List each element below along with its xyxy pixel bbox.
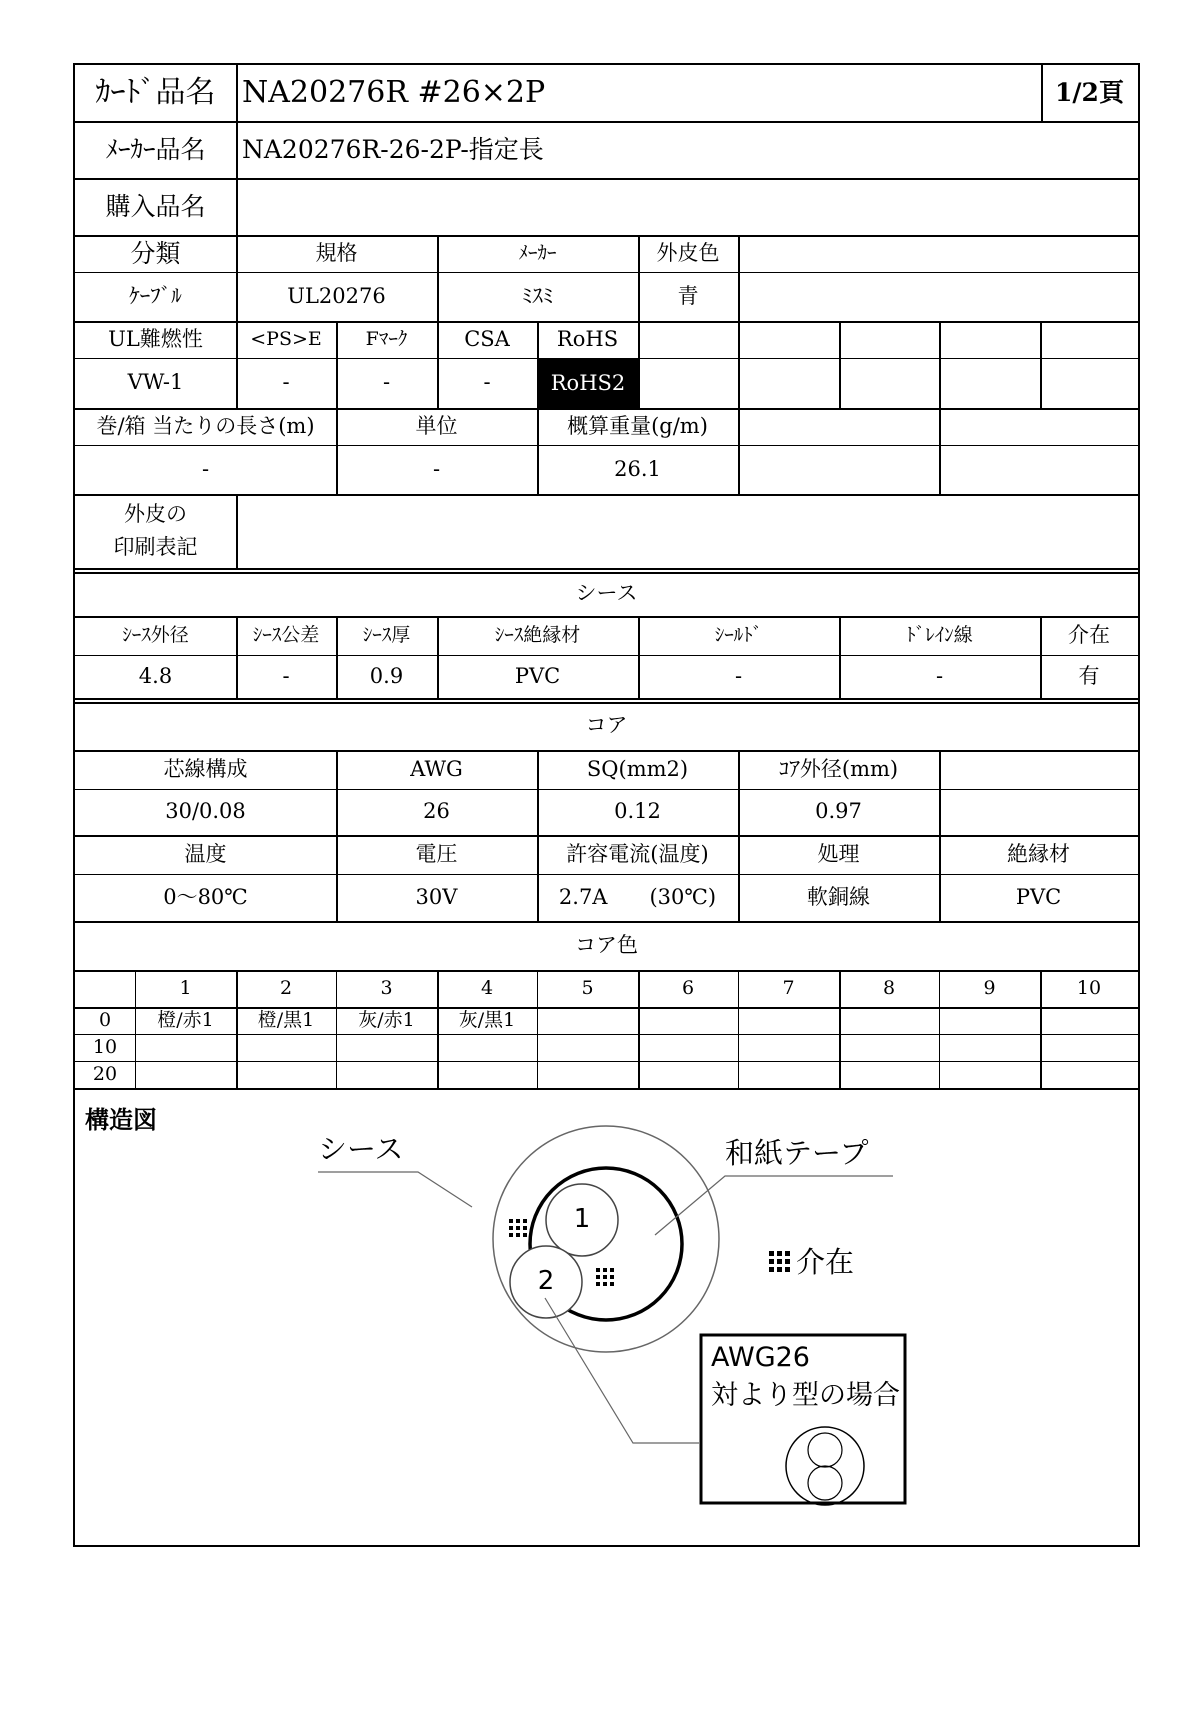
color-row-20: 20 bbox=[92, 1063, 118, 1086]
color-col-10: 10 bbox=[1076, 977, 1102, 1000]
awg-header: AWG bbox=[410, 756, 463, 781]
label-tape: 和紙テープ bbox=[725, 1135, 869, 1170]
color-col-3: 3 bbox=[380, 977, 393, 1000]
print-label-line2: 印刷表記 bbox=[113, 535, 198, 559]
csa-header: CSA bbox=[464, 326, 510, 351]
f-mark-header: Fﾏｰｸ bbox=[365, 328, 408, 351]
color-col-5: 5 bbox=[581, 977, 594, 1000]
sheath-od-header: ｼｰｽ外径 bbox=[122, 624, 189, 647]
color-col-4: 4 bbox=[480, 977, 494, 1000]
maker-value: ﾐｽﾐ bbox=[521, 283, 554, 308]
maker-header: ﾒｰｶｰ bbox=[518, 242, 557, 265]
print-label-line1: 外皮の bbox=[124, 502, 187, 527]
sheath-insulation-value: PVC bbox=[514, 663, 561, 688]
length-value: - bbox=[201, 456, 210, 481]
card-name-label: ｶｰﾄﾞ品名 bbox=[95, 75, 216, 110]
color-col-8: 8 bbox=[882, 977, 896, 1000]
core-color-4: 灰/黒1 bbox=[458, 1009, 516, 1032]
jacket-color-header: 外皮色 bbox=[656, 240, 720, 265]
sq-value: 0.12 bbox=[614, 799, 661, 824]
filler-value: 有 bbox=[1078, 663, 1100, 688]
card-name-value: NA20276R #26×2P bbox=[242, 75, 546, 110]
color-col-7: 7 bbox=[782, 977, 795, 1000]
conductor-header: 芯線構成 bbox=[163, 756, 248, 781]
weight-header: 概算重量(g/m) bbox=[567, 413, 708, 438]
current-value: 2.7A (30℃) bbox=[558, 884, 717, 909]
inset-line1: AWG26 bbox=[711, 1341, 810, 1373]
shield-header: ｼｰﾙﾄﾞ bbox=[714, 624, 763, 647]
jacket-color-value: 青 bbox=[677, 283, 699, 308]
core-color-3: 灰/赤1 bbox=[358, 1009, 415, 1032]
unit-value: - bbox=[432, 456, 441, 481]
classification-value: ｹｰﾌﾞﾙ bbox=[129, 283, 182, 308]
purchase-label: 購入品名 bbox=[105, 191, 206, 221]
structure-diagram bbox=[75, 65, 1138, 1549]
core-title: コア bbox=[585, 713, 628, 738]
pse-header: <PS>E bbox=[250, 328, 322, 351]
sheath-od-value: 4.8 bbox=[138, 663, 173, 688]
voltage-header: 電圧 bbox=[415, 841, 458, 866]
sheath-title: シース bbox=[575, 581, 638, 606]
color-row-0: 0 bbox=[98, 1009, 112, 1032]
pse-value: - bbox=[282, 370, 290, 395]
drain-wire-value: - bbox=[935, 663, 944, 688]
label-filler: 介在 bbox=[796, 1244, 855, 1279]
unit-header: 単位 bbox=[415, 413, 458, 438]
core-od-header: ｺｱ外径(mm) bbox=[778, 756, 899, 781]
rohs-value: RoHS2 bbox=[538, 359, 638, 408]
maker-part-value: NA20276R-26-2P-指定長 bbox=[242, 134, 544, 164]
standard-header: 規格 bbox=[315, 240, 358, 265]
sheath-thickness-value: 0.9 bbox=[369, 663, 404, 688]
color-col-6: 6 bbox=[681, 977, 695, 1000]
f-mark-value: - bbox=[382, 370, 391, 395]
core-color-2: 橙/黒1 bbox=[257, 1009, 315, 1032]
filler-dots-1 bbox=[509, 1219, 527, 1237]
spec-sheet bbox=[73, 63, 1140, 1547]
standard-value: UL20276 bbox=[287, 283, 386, 308]
inset-line2: 対より型の場合 bbox=[711, 1379, 900, 1411]
core-1-label: 1 bbox=[573, 1204, 591, 1235]
sheath-leader bbox=[318, 1172, 472, 1207]
shield-value: - bbox=[734, 663, 743, 688]
ul-flame-header: UL難燃性 bbox=[108, 326, 203, 351]
voltage-value: 30V bbox=[415, 884, 458, 909]
current-header: 許容電流(温度) bbox=[566, 841, 709, 866]
maker-part-label: ﾒｰｶｰ品名 bbox=[105, 134, 206, 164]
page-number: 1/2頁 bbox=[1055, 78, 1124, 107]
core-od-value: 0.97 bbox=[815, 799, 862, 824]
sq-header: SQ(mm2) bbox=[586, 756, 689, 781]
core-2-label: 2 bbox=[537, 1266, 555, 1297]
temperature-value: 0～80℃ bbox=[163, 884, 248, 909]
insulation-value: PVC bbox=[1015, 884, 1062, 909]
csa-value: - bbox=[483, 370, 491, 395]
rohs-header: RoHS bbox=[556, 326, 619, 351]
insulation-header: 絶縁材 bbox=[1007, 841, 1070, 866]
core-color-title: コア色 bbox=[575, 932, 638, 957]
ul-flame-value: VW-1 bbox=[127, 370, 184, 395]
label-sheath: シース bbox=[318, 1131, 404, 1166]
sheath-tolerance-header: ｼｰｽ公差 bbox=[252, 624, 320, 647]
color-row-10: 10 bbox=[92, 1036, 118, 1059]
tape-leader bbox=[655, 1176, 893, 1235]
weight-value: 26.1 bbox=[614, 456, 661, 481]
color-col-2: 2 bbox=[279, 977, 293, 1000]
color-col-9: 9 bbox=[983, 977, 996, 1000]
sheath-thickness-header: ｼｰｽ厚 bbox=[362, 624, 411, 647]
sheath-tolerance-value: - bbox=[282, 663, 290, 688]
treatment-header: 処理 bbox=[817, 841, 860, 866]
color-col-1: 1 bbox=[179, 977, 192, 1000]
core-color-1: 橙/赤1 bbox=[157, 1009, 214, 1032]
filler-header: 介在 bbox=[1068, 622, 1110, 647]
length-header: 巻/箱 当たりの長さ(m) bbox=[96, 413, 315, 438]
classification-header: 分類 bbox=[130, 238, 181, 268]
treatment-value: 軟銅線 bbox=[807, 884, 870, 909]
structure-title: 構造図 bbox=[85, 1105, 157, 1134]
conductor-value: 30/0.08 bbox=[165, 799, 246, 824]
awg-value: 26 bbox=[423, 799, 450, 824]
sheath-insulation-header: ｼｰｽ絶縁材 bbox=[494, 624, 581, 647]
temperature-header: 温度 bbox=[184, 841, 227, 866]
filler-dots-2 bbox=[596, 1268, 614, 1286]
drain-wire-header: ﾄﾞﾚｲﾝ線 bbox=[906, 624, 973, 647]
filler-legend-dots bbox=[769, 1251, 790, 1272]
